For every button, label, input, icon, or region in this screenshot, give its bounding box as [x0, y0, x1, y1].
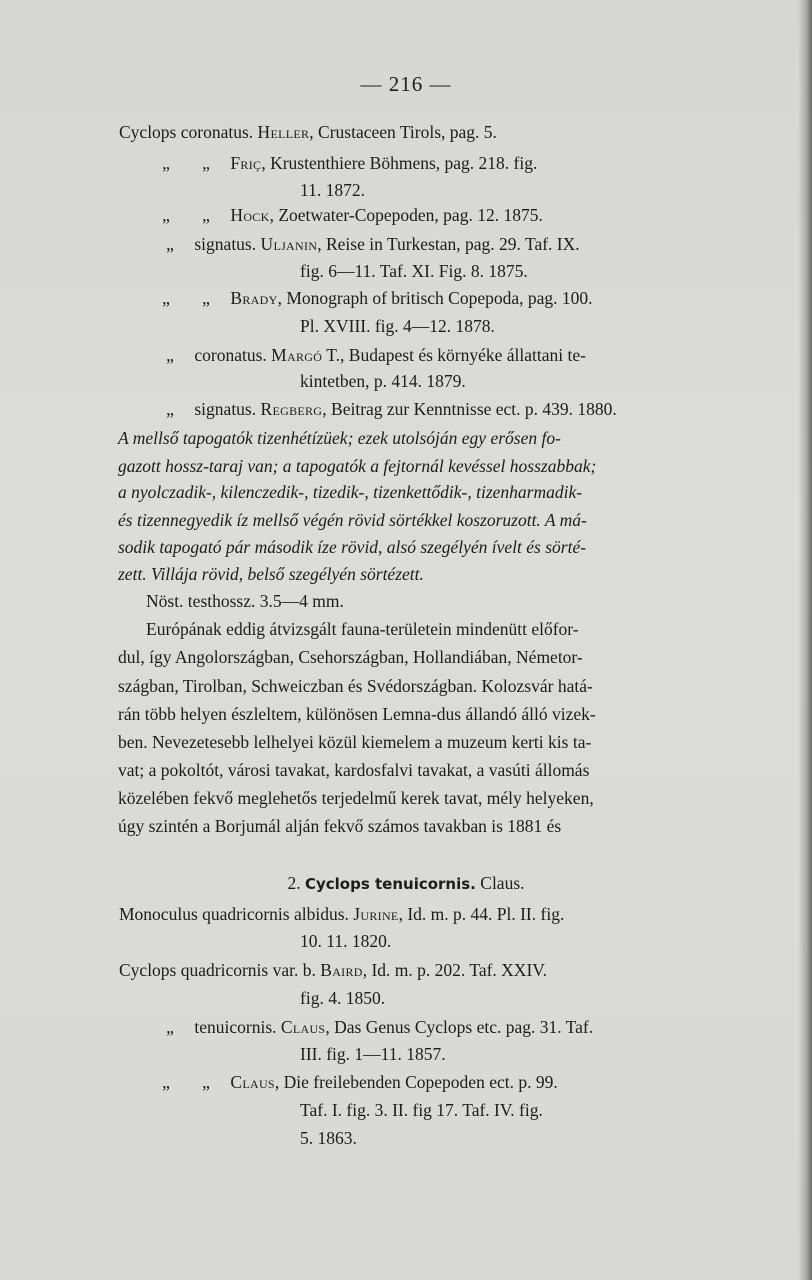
- ref-line: „ coronatus. Margó T., Budapest és környéke állattani te-: [166, 345, 586, 365]
- paragraph-line: szágban, Tirolban, Schweiczban és Svédországban. Kolozsvár hatá-: [118, 676, 593, 696]
- ref-line: Taf. I. fig. 3. II. fig 17. Taf. IV. fig.: [300, 1100, 543, 1120]
- ref-line: Monoculus quadricornis albidus. Jurine, Id. m. p. 44. Pl. II. fig.: [119, 904, 565, 924]
- ref-line: „ tenuicornis. Claus, Das Genus Cyclops etc. pag. 31. Taf.: [166, 1017, 594, 1037]
- paragraph-line: dul, így Angolországban, Csehországban, Hollandiában, Németor-: [118, 647, 583, 667]
- paragraph-line: vat; a pokoltót, városi tavakat, kardosfalvi tavakat, a vasúti állomás: [118, 760, 590, 780]
- ref-line: „ „ Brady, Monograph of britisch Copepoda, pag. 100.: [162, 288, 593, 308]
- description-line: sodik tapogató pár második íze rövid, alsó szegélyén ívelt és sörté-: [118, 537, 587, 557]
- ref-line: Cyclops quadricornis var. b. Baird, Id. m. p. 202. Taf. XXIV.: [119, 960, 548, 980]
- paragraph-line: ben. Nevezetesebb lelhelyei közül kiemelem a muzeum kerti kis ta-: [118, 732, 592, 752]
- description-line: a nyolczadik-, kilenczedik-, tizedik-, tizenkettődik-, tizenharmadik-: [118, 482, 583, 502]
- ref-line: Cyclops coronatus. Heller, Crustaceen Tirols, pag. 5.: [119, 122, 497, 142]
- description-line: A mellső tapogatók tizenhétízüek; ezek utolsóján egy erősen fo-: [118, 428, 561, 448]
- paragraph-line: közelében fekvő meglehetős terjedelmű kerek tavat, mély helyeken,: [118, 788, 594, 808]
- body-size-line: Nöst. testhossz. 3.5—4 mm.: [146, 591, 344, 611]
- ref-line: kintetben, p. 414. 1879.: [300, 371, 466, 391]
- ref-line: „ „ Claus, Die freilebenden Copepoden ect. p. 99.: [162, 1072, 558, 1092]
- ref-line: „ „ Friç, Krustenthiere Böhmens, pag. 218. fig.: [162, 153, 538, 173]
- paragraph-line: úgy szintén a Borjumál alján fekvő számos tavakban is 1881 és: [118, 816, 562, 836]
- species-heading: 2. Cyclops tenuicornis. Claus.: [287, 873, 525, 893]
- ref-line: Pl. XVIII. fig. 4—12. 1878.: [300, 316, 495, 336]
- description-line: és tizennegyedik íz mellső végén rövid sörtékkel koszoruzott. A má-: [118, 510, 587, 530]
- paragraph-line: Európának eddig átvizsgált fauna-területein mindenütt előfor-: [146, 619, 579, 639]
- ref-line: III. fig. 1—11. 1857.: [300, 1044, 446, 1064]
- page-edge-shadow: [798, 0, 812, 1280]
- ref-line: „ signatus. Uljanin, Reise in Turkestan, pag. 29. Taf. IX.: [166, 234, 580, 254]
- ref-line: 5. 1863.: [300, 1128, 357, 1148]
- ref-line: 10. 11. 1820.: [300, 931, 392, 951]
- description-line: gazott hossz-taraj van; a tapogatók a fejtornál kevéssel hosszabbak;: [118, 456, 597, 476]
- ref-line: 11. 1872.: [300, 180, 365, 200]
- ref-line: fig. 4. 1850.: [300, 988, 386, 1008]
- description-line: zett. Villája rövid, belső szegélyén sörtézett.: [118, 564, 424, 584]
- page-number: — 216 —: [360, 72, 452, 96]
- ref-line: „ „ Hock, Zoetwater-Copepoden, pag. 12. 1875.: [162, 205, 543, 225]
- ref-line: fig. 6—11. Taf. XI. Fig. 8. 1875.: [300, 261, 528, 281]
- ref-line: „ signatus. Regberg, Beitrag zur Kenntnisse ect. p. 439. 1880.: [166, 399, 617, 419]
- paragraph-line: rán több helyen észleltem, különösen Lemna-dus állandó álló vizek-: [118, 704, 596, 724]
